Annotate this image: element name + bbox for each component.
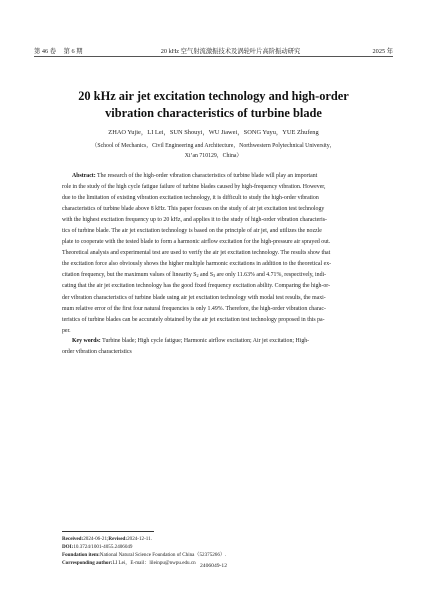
abstract-line: due to the limitation of existing vibration excitation technology, it is difficult to study the high-order vibration (62, 195, 319, 202)
doi-label: DOI: (62, 544, 74, 551)
volume-label: 第 46 卷 (34, 48, 57, 55)
subscript: 2 (196, 273, 199, 279)
funding-label: Foundation item: (62, 552, 100, 559)
running-header (34, 46, 393, 55)
keywords (62, 336, 365, 358)
issue-label: 第 6 期 (63, 48, 83, 55)
abstract-line: mum relative error of the first four natural frequencies is only 1.49%. Therefore, the high-order vibration charac- (62, 305, 326, 312)
affiliation-line-1: （School of Mechanics，Civil Engineering and Architecture，Northwestern Polytechnical University， (91, 143, 336, 149)
abstract-line: cating that the air jet excitation technology has the good fixed frequency excitation ability. Comparing the high-or- (62, 283, 331, 290)
author-list: ZHAO Yujie，LI Lei，SUN Shouyi，WU Jiawei，SONG Yuyu，YUE Zhufeng (108, 129, 319, 136)
paper-title (34, 88, 393, 122)
abstract-line: der vibration characteristics of turbine blade using air jet excitation technology with modal test results, the maxi- (62, 294, 326, 301)
journal-issue (34, 46, 89, 55)
revised-date: 2024-12-11. (127, 536, 152, 542)
abstract-line: per. (62, 327, 71, 334)
abstract-text: citation frequency, but the maximum values of linearity S (62, 272, 197, 279)
corresponding-value: LI Lei，E-mail：lileinpu@nwpu.edu.cn (112, 560, 196, 567)
subscript: 3 (213, 273, 216, 279)
keywords-text: Turbine blade; High cycle fatigue; Harmonic airflow excitation; Air jet excitation; High- (100, 338, 310, 344)
abstract-line: teristics of turbine blades can be accurately obtained by the air jet excitation test technology proposed in this pa- (62, 316, 325, 323)
title-line-2: vibration characteristics of turbine blade (105, 106, 322, 120)
abstract-line: the excitation force also obviously shows the higher multiple harmonic excitations in addition to the theoretical ex- (62, 261, 332, 268)
abstract-line (62, 270, 365, 281)
abstract-line: tics of turbine blade. The air jet excitation technology is based on the principle of air jet, and utilizes the nozzle (62, 228, 322, 235)
abstract-label: Abstract: (72, 173, 96, 179)
footnote-divider (62, 531, 154, 532)
funding-value: National Natural Science Foundation of China（52375266）. (99, 552, 227, 559)
abstract-line: Theoretical analysis and experimental test are used to verify the air jet excitation technology. The results show that (62, 250, 331, 257)
keywords-line (62, 336, 365, 347)
footnote-doi (62, 543, 365, 551)
corresponding-label: Corresponding author: (62, 560, 113, 567)
abstract-text: are only 11.63% and 4.71%, respectively, indi- (215, 272, 327, 279)
affiliation-line-2: Xi’an 710129，China） (184, 152, 243, 159)
footnote-dates (62, 535, 365, 543)
abstract-text: The research of the high-order vibration characteristics of turbine blade will play an important (95, 173, 318, 179)
page-number: 2406049-12 (199, 563, 228, 569)
header-year: 2025 年 (372, 48, 393, 55)
affiliation (34, 142, 393, 161)
abstract-line: plate to cooperate with the tested blade to form a harmonic airflow excitation for the high-pressure air sprayed out. (62, 239, 331, 246)
abstract (62, 171, 365, 337)
keywords-label: Key words: (72, 338, 101, 344)
received-date: 2024-06-21; (83, 536, 109, 542)
abstract-line: with the highest excitation frequency up to 20 kHz, and applies it to the study of high-order vibration characteris- (62, 217, 328, 224)
abstract-line: characteristics of turbine blade above 8 kHz. This paper focuses on the study of air jet excitation test technology (62, 206, 325, 213)
revised-label: Revised: (108, 536, 128, 542)
title-line-1: 20 kHz air jet excitation technology and high-order (78, 89, 349, 103)
doi-value: 10.3724/1001-4055.2406049 (73, 544, 133, 551)
header-divider (34, 56, 393, 57)
keywords-line: order vibration characteristics (62, 349, 132, 356)
footnote-funding (62, 551, 365, 559)
received-label: Received: (62, 536, 84, 542)
abstract-line (62, 171, 365, 182)
abstract-line: role in the study of the high cycle fatigue failure of turbine blades caused by high-frequency vibration. However, (62, 184, 326, 191)
abstract-text: and S (198, 272, 214, 279)
running-title: 20 kHz 空气射流激振技术及涡轮叶片高阶振动研究 (160, 48, 301, 55)
